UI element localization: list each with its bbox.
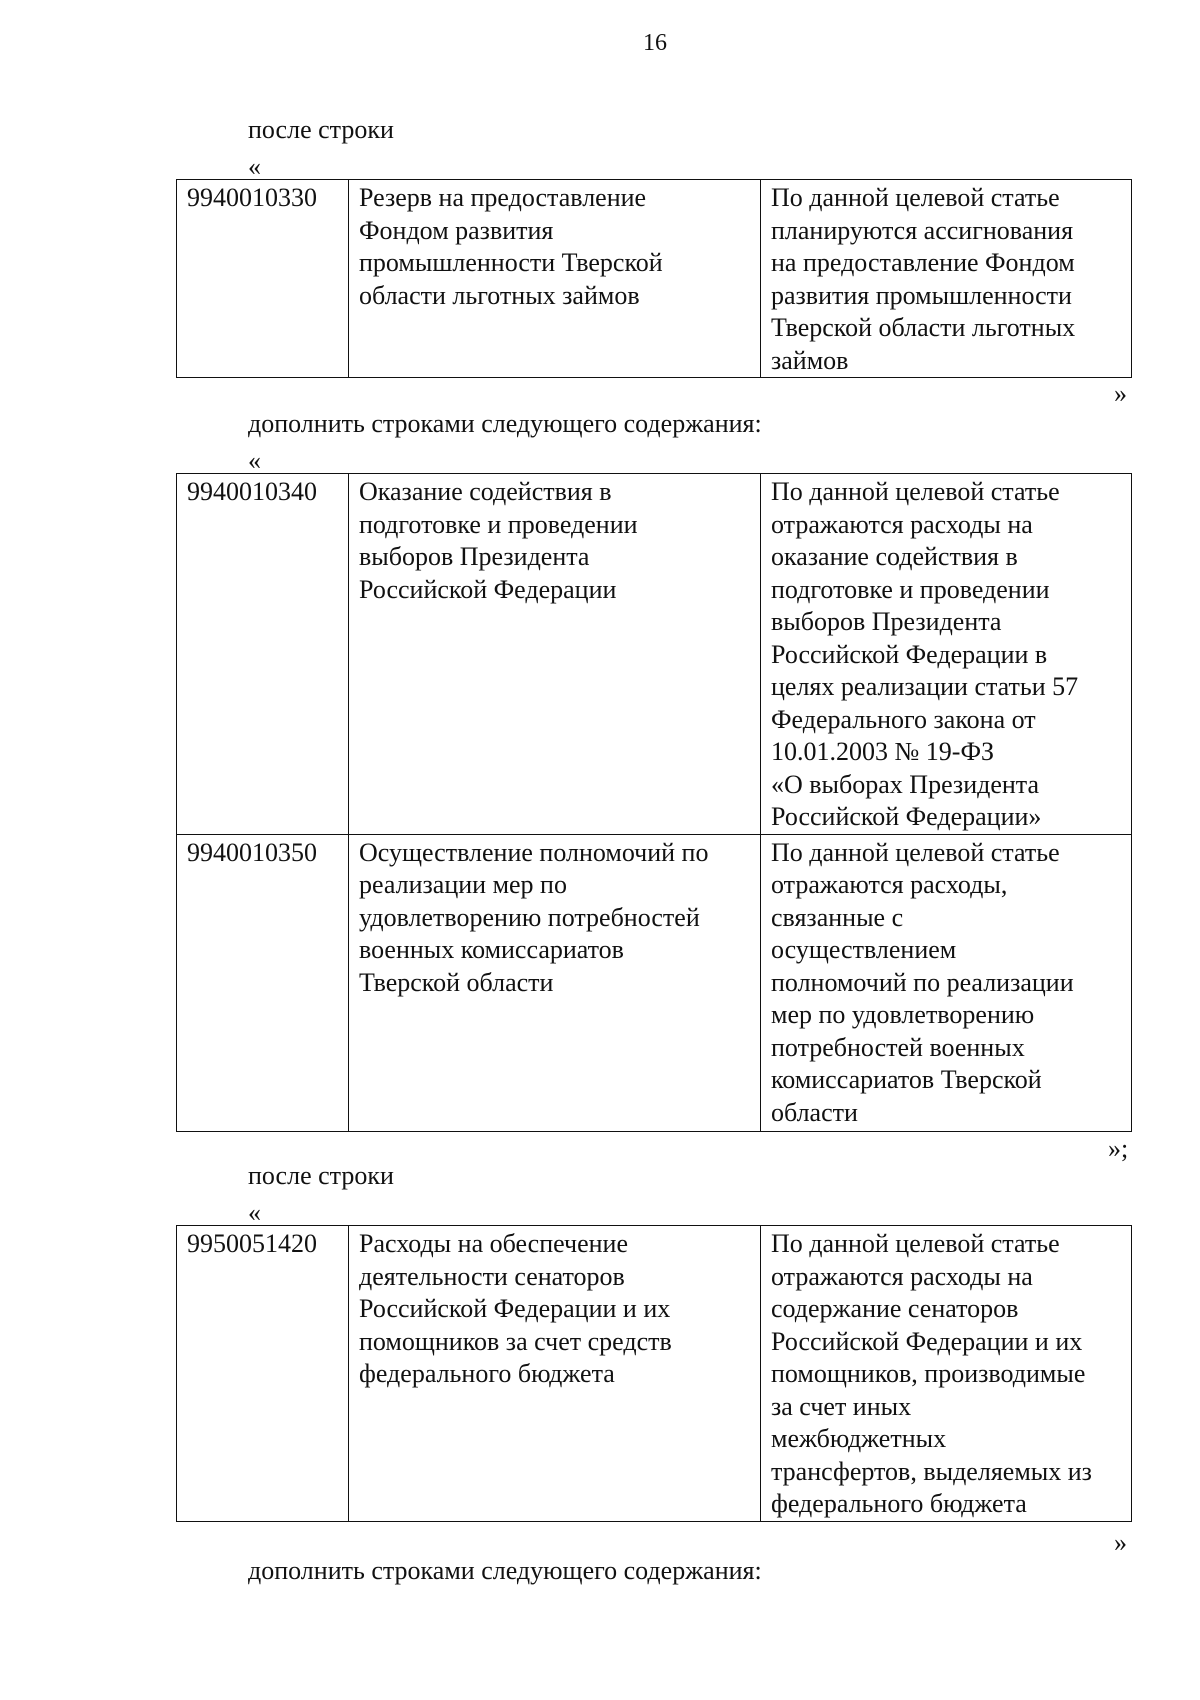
close-quote: »: [1114, 379, 1127, 408]
open-quote: «: [248, 1198, 261, 1227]
table-row: [177, 180, 1132, 378]
close-quote: »: [1114, 1528, 1127, 1557]
code-cell: 9940010340: [177, 474, 349, 835]
budget-table: [176, 473, 1132, 1132]
instruction-add-lines: дополнить строками следующего содержания:: [248, 409, 762, 438]
open-quote: «: [248, 446, 261, 475]
code-cell: 9940010350: [177, 834, 349, 1131]
instruction-after-line: после строки: [248, 1161, 394, 1190]
description-cell: По данной целевой статье планируются ассигнования на предоставление Фондом развития промышленности Тверской области льготных займов: [761, 180, 1132, 378]
page-number: 16: [643, 30, 667, 56]
instruction-after-line: после строки: [248, 115, 394, 144]
name-cell: Расходы на обеспечение деятельности сенаторов Российской Федерации и их помощников за счет средств федерального бюджета: [349, 1226, 761, 1522]
close-quote: »;: [1108, 1134, 1129, 1163]
code-cell: 9950051420: [177, 1226, 349, 1522]
budget-table: [176, 179, 1132, 378]
description-cell: По данной целевой статье отражаются расходы на оказание содействия в подготовке и проведении выборов Президента Российской Федерации в целях реализации статьи 57 Федерального закона от 10.01.2003 № 19-ФЗ «О выборах Президента Российской Федерации»: [761, 474, 1132, 835]
code-cell: 9940010330: [177, 180, 349, 378]
budget-table: [176, 1225, 1132, 1522]
table-row: [177, 474, 1132, 835]
table-row: [177, 834, 1132, 1131]
description-cell: По данной целевой статье отражаются расходы на содержание сенаторов Российской Федерации и их помощников, производимые за счет иных межбюджетных трансфертов, выделяемых из федерального бюджета: [761, 1226, 1132, 1522]
name-cell: Резерв на предоставление Фондом развития промышленности Тверской области льготных займов: [349, 180, 761, 378]
open-quote: «: [248, 152, 261, 181]
instruction-add-lines: дополнить строками следующего содержания:: [248, 1556, 762, 1585]
table-row: [177, 1226, 1132, 1522]
description-cell: По данной целевой статье отражаются расходы, связанные с осуществлением полномочий по реализации мер по удовлетворению потребностей военных комиссариатов Тверской области: [761, 834, 1132, 1131]
name-cell: Оказание содействия в подготовке и проведении выборов Президента Российской Федерации: [349, 474, 761, 835]
name-cell: Осуществление полномочий по реализации мер по удовлетворению потребностей военных комиссариатов Тверской области: [349, 834, 761, 1131]
